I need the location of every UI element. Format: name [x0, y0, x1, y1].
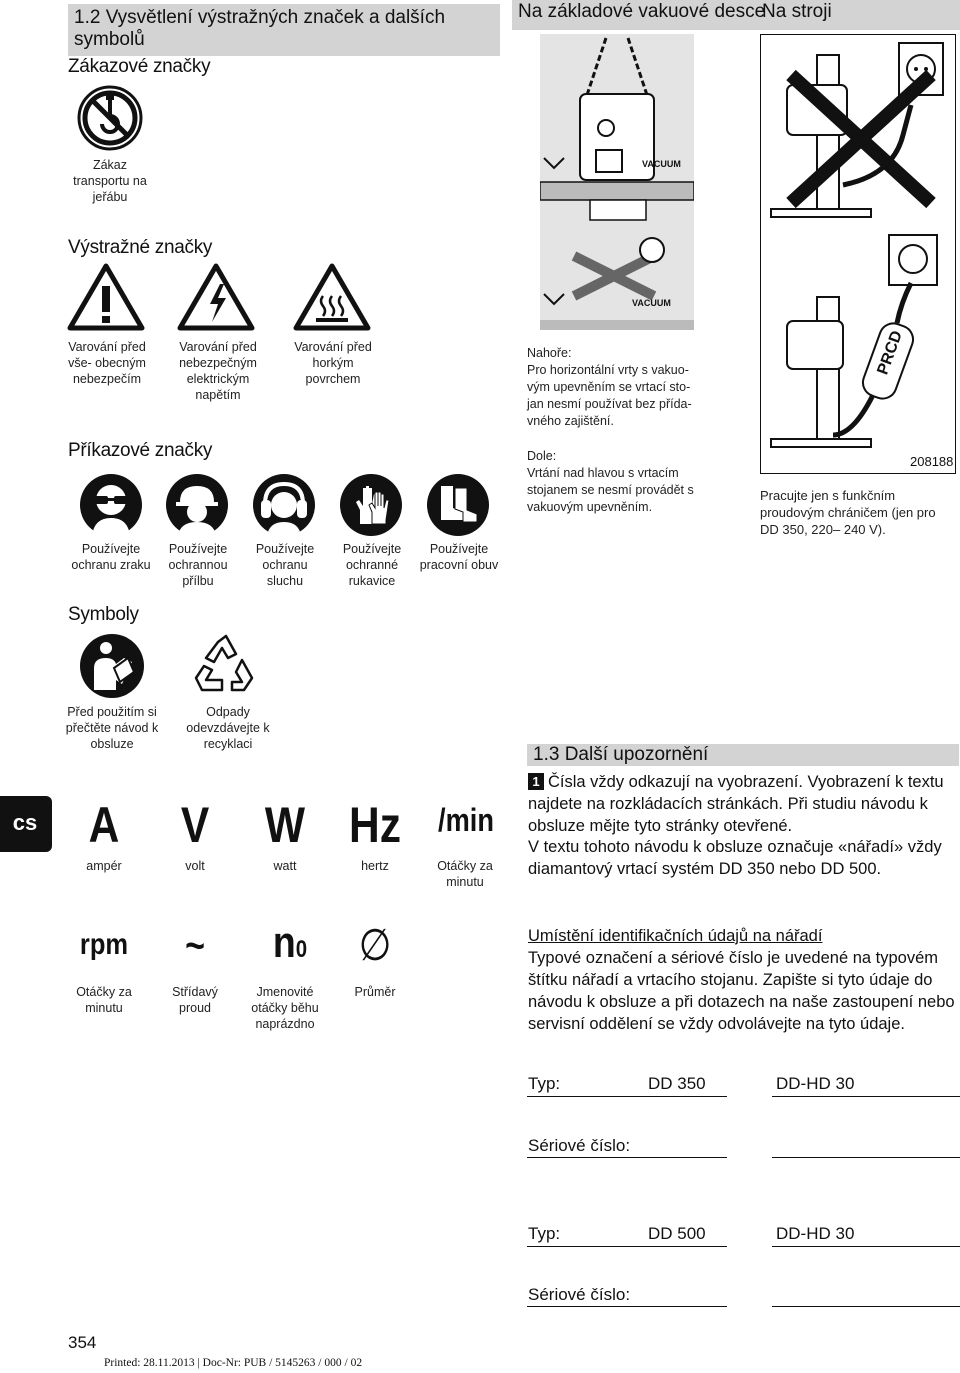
label-no-load-speed: Jmenovité otáčky běhu naprázdno — [251, 985, 319, 1031]
machine-figure — [760, 34, 956, 474]
read-manual-icon — [78, 632, 146, 700]
vacuum-label-top: VACUUM — [642, 159, 681, 169]
machine-figure-drawing — [761, 35, 957, 475]
language-code: cs — [12, 810, 38, 835]
type-line-1a — [527, 1096, 727, 1097]
general-warning-icon — [66, 262, 146, 332]
serial-field-1a[interactable] — [527, 1157, 727, 1158]
no-crane-transport-icon — [76, 84, 144, 152]
caption-machine: Pracujte jen s funkčním proudovým chráničem (jen pro DD 350, 220– 240 V). — [760, 488, 936, 537]
label-eye-protection: Používejte ochranu zraku — [71, 542, 151, 572]
serial-field-2b[interactable] — [772, 1306, 960, 1307]
label-ear-protection: Používejte ochranu sluchu — [255, 542, 315, 588]
label-diameter: Průměr — [354, 985, 396, 999]
figure-number: 208188 — [910, 454, 954, 469]
section-header-right — [512, 0, 960, 30]
label-hard-hat: Používejte ochrannou přílbu — [168, 542, 228, 588]
notes-paragraph-1 — [528, 771, 960, 837]
symbols-title: Symboly — [68, 604, 139, 625]
section-header-1-3 — [527, 744, 959, 766]
model-value-1: DD 350 — [648, 1074, 706, 1093]
label-rpm: Otáčky za minutu — [76, 985, 132, 1015]
type-line-2a — [527, 1246, 727, 1247]
serial-label-2: Sériové číslo: — [528, 1285, 631, 1304]
section-title-1-2: 1.2 Vysvětlení výstražných značek a dalších symbolů — [74, 7, 446, 50]
label-per-min: Otáčky za minutu — [437, 859, 493, 889]
eye-protection-icon — [78, 472, 144, 538]
safety-boots-icon — [425, 472, 491, 538]
identification-text: Typové označení a sériové číslo je uvedené na typovém štítku nářadí a vrtacího stojanu. Zapište si tyto údaje do návodu k obsluze a při dotazech na naše zastoupení nebo servisní oddělení se vždy odvolávejte na tyto údaje. — [528, 949, 955, 1033]
unit-symbol-n-sub: 0 — [295, 936, 308, 963]
page-number: 354 — [68, 1333, 97, 1352]
warning-title: Výstražné značky — [68, 237, 213, 258]
recycle-icon — [192, 632, 262, 698]
caption-top: Pro horizontální vrty s vakuo- vým upevněním se vrtací sto- jan nesmí používat bez přída- vného zajištění. — [527, 363, 692, 428]
label-ampere: ampér — [86, 859, 122, 873]
unit-symbol-watt: W — [264, 797, 306, 853]
caption-top-head: Nahoře: — [527, 346, 572, 360]
label-general-warning: Varování před vše- obecným nebezpečím — [68, 340, 146, 386]
unit-symbol-volt: V — [180, 797, 210, 853]
label-read-manual: Před použitím si přečtěte návod k obsluze — [65, 705, 159, 751]
prcd-label: PRCD — [874, 328, 906, 378]
type-label-2: Typ: — [528, 1224, 561, 1243]
label-no-crane: Zákaz transportu na jeřábu — [73, 158, 147, 204]
serial-field-1b[interactable] — [772, 1157, 960, 1158]
label-electric-warning: Varování před nebezpečným elektrickým napětím — [179, 340, 257, 402]
vacuum-figure-drawing — [540, 34, 694, 330]
notes-paragraph-2: V textu tohoto návodu k obsluze označuje «nářadí» vždy diamantový vrtací systém DD 350 nebo DD 500. — [528, 838, 942, 878]
identification-title: Umístění identifikačních údajů na nářadí — [528, 927, 823, 945]
column-title-machine: Na stroji — [762, 1, 832, 22]
unit-symbol-ampere: A — [88, 797, 120, 853]
print-info: Printed: 28.11.2013 | Doc-Nr: PUB / 5145263 / 000 / 02 — [104, 1357, 363, 1369]
model-value-2: DD 500 — [648, 1224, 706, 1243]
label-hertz: hertz — [361, 859, 389, 873]
type-line-1b — [772, 1096, 960, 1097]
unit-symbol-rpm: rpm — [79, 928, 129, 961]
unit-symbol-no-load-speed — [260, 918, 320, 968]
label-safety-boots: Používejte pracovní obuv — [419, 542, 499, 572]
serial-label-1: Sériové číslo: — [528, 1136, 631, 1155]
stand-value-1: DD-HD 30 — [776, 1074, 855, 1093]
label-watt: watt — [273, 859, 297, 873]
type-label-1: Typ: — [528, 1074, 561, 1093]
section-header-left — [68, 4, 500, 56]
unit-symbol-per-min: /min — [438, 802, 494, 838]
vacuum-label-bottom: VACUUM — [632, 298, 671, 308]
unit-symbol-alternating-current: ~ — [185, 924, 205, 968]
serial-field-2a[interactable] — [527, 1306, 727, 1307]
gloves-icon — [338, 472, 404, 538]
label-recycle: Odpady odevzdávejte k recyklaci — [186, 705, 270, 751]
section-title-1-3: 1.3 Další upozornění — [533, 744, 709, 765]
ear-protection-icon — [251, 472, 317, 538]
label-gloves: Používejte ochranné rukavice — [342, 542, 402, 588]
label-alternating-current: Střídavý proud — [172, 985, 218, 1015]
type-line-2b — [772, 1246, 960, 1247]
mandatory-title: Příkazové značky — [68, 440, 213, 461]
label-hot-surface: Varování před horkým povrchem — [294, 340, 372, 386]
label-volt: volt — [185, 859, 205, 873]
prohibition-title: Zákazové značky — [68, 56, 211, 77]
caption-bottom: Vrtání nad hlavou s vrtacím stojanem se nesmí provádět s vakuovým upevněním. — [527, 466, 694, 514]
notes-text-1: Čísla vždy odkazují na vyobrazení. Vyobrazení k textu najdete na rozkládacích stránkách. Při studiu návodu k obsluze mějte tyto stránky otevřené. — [528, 773, 944, 835]
vacuum-figure — [540, 34, 694, 330]
unit-symbol-hertz: Hz — [349, 797, 401, 853]
hot-surface-icon — [292, 262, 372, 332]
caption-bottom-head: Dole: — [527, 449, 557, 463]
electric-warning-icon — [176, 262, 256, 332]
column-title-vacuum: Na základové vakuové desce — [518, 1, 766, 22]
stand-value-2: DD-HD 30 — [776, 1224, 855, 1243]
unit-symbol-diameter: ∅ — [358, 921, 392, 970]
figure-ref-badge: 1 — [528, 773, 544, 790]
hard-hat-icon — [164, 472, 230, 538]
unit-symbol-n: n — [272, 918, 296, 967]
